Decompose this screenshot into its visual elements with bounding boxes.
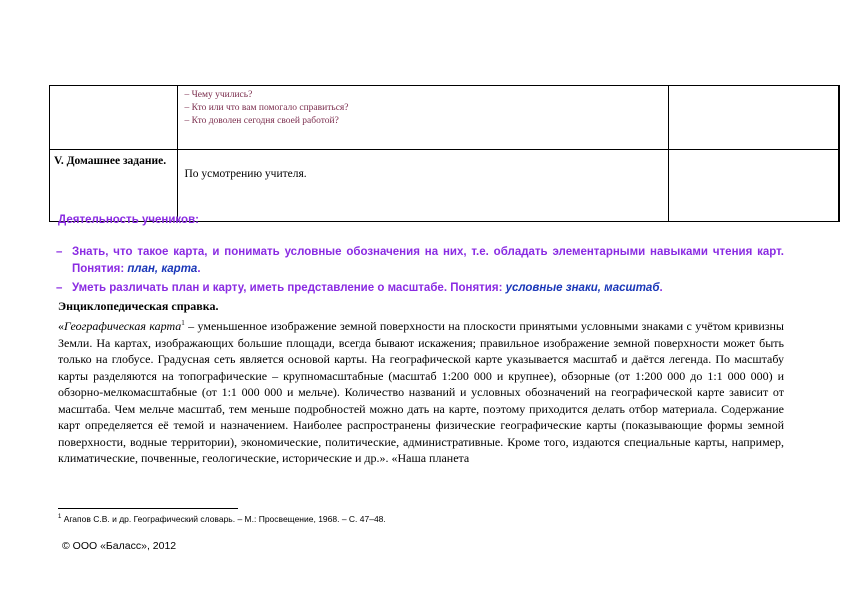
bullet-end: . <box>659 282 663 294</box>
footnote-reference[interactable]: 1 <box>181 319 185 327</box>
encyclopedia-title: Энциклопедическая справка. <box>58 299 219 313</box>
footnote <box>58 514 386 524</box>
table-cell-stage <box>50 86 178 150</box>
bullet-text: Уметь различать план и карту, иметь представление о масштабе. Понятия: <box>72 282 503 294</box>
homework-content-cell: По усмотрению учителя. <box>178 150 669 222</box>
main-text <box>58 214 784 467</box>
footnote-separator <box>58 508 238 509</box>
activity-bullet <box>58 280 784 297</box>
table-row <box>50 150 840 222</box>
encyclopedia-paragraph <box>58 315 784 467</box>
encyclopedia-term: Географическая карта <box>64 319 182 333</box>
reflection-question: – Чему учились? <box>184 90 253 100</box>
table-cell-notes <box>669 150 839 222</box>
lesson-plan-table <box>49 85 840 222</box>
activities-title: Деятельность учеников: <box>58 214 199 226</box>
bullet-dash: – <box>56 282 63 294</box>
bullet-terms: условные знаки, масштаб <box>505 282 660 294</box>
bullet-terms: план, карта <box>127 263 198 275</box>
table-row <box>50 86 840 150</box>
reflection-question: – Кто доволен сегодня своей работой? <box>184 116 339 126</box>
bullet-dash: – <box>56 246 63 258</box>
copyright-notice: © ООО «Баласс», 2012 <box>62 540 177 552</box>
encyclopedia-body: – уменьшенное изображение земной поверхности на плоскости принятыми условными знаками с учётом кривизны Земли. На картах, изображающих большие площади, всегда бывают искажения; правильное изображение земной поверхности может быть только на глобусе. Градусная сеть является основой карты. На географической карте указывается масштаб и даётся легенда. По масштабу карты разделяются на топографические – крупномасштабные (масштаб 1:200 000 и крупнее), обзорные (от 1:200 000 до 1:1 000 000) и обзорно-мелкомасштабные (от 1:1 000 000 и мельче). Количество названий и условных обозначений на географической карте зависит от масштаба. Чем мельче масштаб, тем меньше подробностей можно дать на карте, поэтому приходится делать отбор материала. Содержание карт определяется её темой и назначением. Наиболее распространены физические географические карты (показывающие формы земной поверхности, водные территории), экономические, политические, административные. Кроме того, издаются специальные карты, например, климатические, почвенные, геологические, исторические и др.». «Наша планета <box>58 319 784 465</box>
bullet-text: Знать, что такое карта, и понимать условные обозначения на них, т.е. обладать элементарными навыками чтения карт. Понятия: <box>72 246 784 275</box>
homework-stage-cell: V. Домашнее задание. <box>50 150 178 222</box>
reflection-questions-cell <box>178 86 669 150</box>
quote-open: « <box>58 319 64 333</box>
bullet-end: . <box>197 263 201 275</box>
reflection-question: – Кто или что вам помогало справиться? <box>184 103 349 113</box>
table-cell-notes <box>669 86 839 150</box>
activity-bullet <box>58 244 784 278</box>
footnote-mark: 1 <box>58 514 62 521</box>
footnote-text: Агапов С.В. и др. Географический словарь. – М.: Просвещение, 1968. – С. 47–48. <box>61 514 386 524</box>
